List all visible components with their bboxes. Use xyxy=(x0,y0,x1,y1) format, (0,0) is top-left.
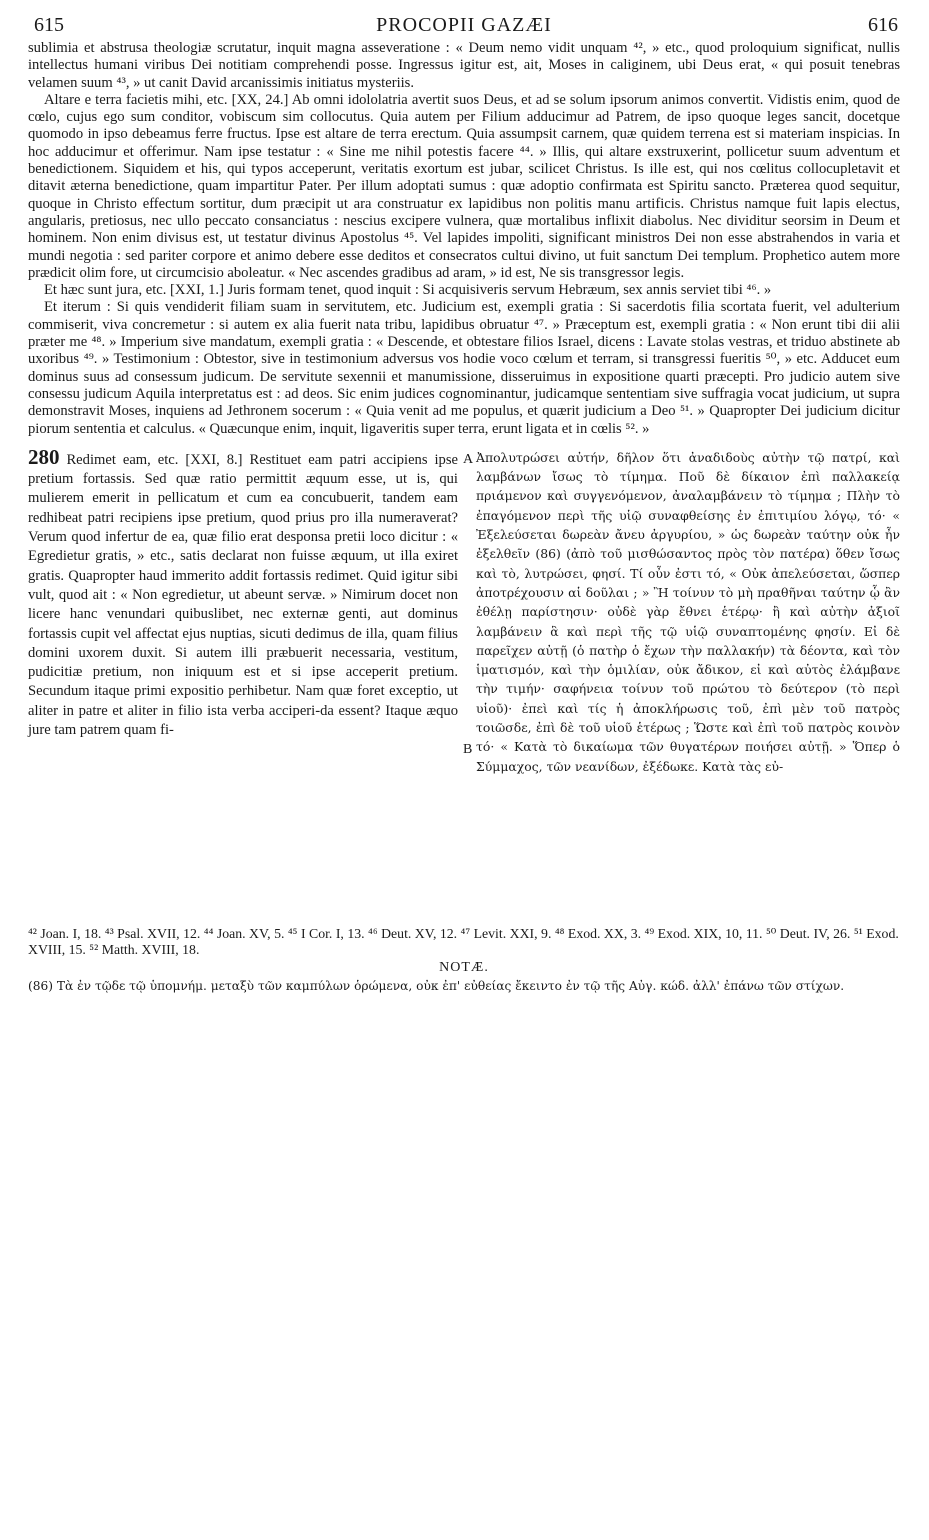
section-number: 280 xyxy=(28,444,60,469)
paragraph: Et hæc sunt jura, etc. [XXI, 1.] Juris formam tenet, quod inquit : Si acquisiveris servum Hebræum, sex annis serviet tibi ⁴⁶. » xyxy=(44,282,772,299)
greek-text: Ἀπολυτρώσει αὐτήν, δῆλον ὅτι ἀναδιδοὺς αὐτὴν τῷ πατρί, καὶ λαμβάνων ἴσως τὸ τίμημα. Ποῦ δὲ δίκαιον ἐπὶ παλλακείᾳ πριάμενον καὶ συγγενόμενον, ἀναλαμβάνειν τὸ τίμημα ; Πλὴν τὸ ἐπαγόμενον περὶ τῆς υἱῷ συναφθείσης ἐν ἐπιτιμίου λόγῳ, τό· « Ἐξελεύσεται δωρεὰν ἄνευ ἀργυρίου, » ὡς δωρεὰν ταύτην οὐκ ἦν ἐξελθεῖν (86) (ἀπὸ τοῦ μισθώσαντος πρὸς τὸν πατέρα) ὅθεν ἴσως καὶ τὸ, λυτρώσει, φησί. Τί οὖν ἐστι τό, « Οὐκ ἀπελεύσεται, ὥσπερ ἀποτρέχουσιν αἱ δοῦλαι ; » Ἢ τοίνυν τὸ μὴ πραθῆναι ταύτην ᾧ ἂν ἐθέλῃ παρίστησιν· οὐδὲ γὰρ ἔθνει ἑτέρῳ· ἢ καὶ αὐτὴν ἀξιοῖ λαμβάνειν ἃ καὶ περὶ τῆς τῷ υἱῷ συναπτομένης φησίν. Εἰ δὲ παρεῖχεν αὐτῇ (ὁ πατὴρ ὁ ἔχων τὴν παλλακήν) τὰ δέοντα, καὶ τὸν ἱματισμόν, καὶ τὴν ὁμιλίαν, οὐκ ἄδικον, εἰ καὶ αὐτὸς ἐλάμβανε τὴν τιμήν· σαφήνεια τοίνυν τοῦ πρώτου τὸ δεύτερον (τὸ περὶ υἱοῦ)· ἐπεὶ καὶ τίς ἡ ἀποκλήρωσις τοῦ, ἐπὶ μὲν τοῦ πατρὸς τοιῶσδε, ἐπὶ δὲ τοῦ υἱοῦ ἑτέρως ; Ὥστε καὶ ἐπὶ τοῦ πατρὸς κοινὸν τό· « Κατὰ τὸ δικαίωμα τῶν θυγατέρων ποιήσει αὐτῇ. » Ὅπερ ὁ Σύμμαχος, τῶν νεανίδων, ἐξέδωκε. Κατὰ τὰς εὐ- xyxy=(476,449,900,774)
page-header xyxy=(28,0,900,40)
scripture-references: ⁴² Joan. I, 18. ⁴³ Psal. XVII, 12. ⁴⁴ Joan. XV, 5. ⁴⁵ I Cor. I, 13. ⁴⁶ Deut. XV, 12. ⁴⁷ Levit. XXI, 9. ⁴⁸ Exod. XX, 3. ⁴⁹ Exod. XIX, 10, 11. ⁵⁰ Deut. IV, 26. ⁵¹ Exod. XVIII, 15. ⁵² Matth. XVIII, 18. xyxy=(28,925,899,957)
page xyxy=(28,0,900,994)
margin-mark-a: A xyxy=(463,451,474,467)
paragraph: Altare e terra facietis mihi, etc. [XX, 24.] Ab omni idololatria avertit suos Deus, et ad se solum ipsorum animos convertit. Vidistis enim, quod de cœlo, cujus ego sum conditor, vobiscum sim collocutus. Quia autem per Filium adducimur ad Patrem, de ipso quoque leges sancit, docetque quomodo in ipso debeamus ferre fructus. Ipse est altare de terra erectum. Quia assumpsit carnem, quæ quidem terrena est si materiam inspicias. In hoc adducimur et offerimur. Nam ipse testatur : « Sine me nihil potestis facere ⁴⁴. » Illis, qui altare exstruxerint, pollicetur suum adventum et benedictionem. Siquidem et his, qui typos acceperunt, veritatis exortum est jubar, scilicet Christus. Is ille est, qui nos cœlitus collocupletavit et ditavit æterna benedictione, quam impartitur Pater. Per illum adoptati sumus : quæ adoptio confirmata est Spiritu sancto. Præterea quod sequitur, quoque in Christo effectum sortitur, dum præcipit ut ara construatur ex lapidibus non politis manu artificis. Christus namque fuit lapis electus, angularis, pretiosus, nec ullo peccato consanciatus : nescius excipere vulnera, quæ mortalibus inflixit diabolus. Nec dividitur seorsim in Deum et hominem. Non enim divisus est, ut testatur divinus Apostolus ⁴⁵. Vel lapides impoliti, significant ministros Dei non esse abstrahendos in varia et mundi negotia : sed pariter corpore et animo debere esse deditos et consecratos cultui divino, ut fuit sanctum Dei templum. Prophetico autem more prædicit olim fore, ut circumcisio aboleatur. « Nec ascendes gradibus ad aram, » id est, Ne sis transgressor legis. xyxy=(28,91,900,281)
page-number-right: 616 xyxy=(868,14,898,36)
latin-column xyxy=(28,444,458,740)
notae-heading: NOTÆ. xyxy=(439,959,489,975)
main-text xyxy=(28,40,900,438)
margin-mark-b: B xyxy=(463,741,473,757)
footnote: (86) Τὰ ἐν τῷδε τῷ ὑπομνήμ. μεταξὺ τῶν καμπύλων ὁρώμενα, οὐκ ἐπ' εὐθείας ἔκειντο ἐν τῷ τῆς Αὐγ. κώδ. ἀλλ' ἐπάνω τῶν στίχων. xyxy=(28,978,845,993)
two-column-section xyxy=(28,444,900,922)
latin-text: Redimet eam, etc. [XXI, 8.] Restituet eam patri accipiens ipse pretium fortassis. Sed quæ ratio permittit æquum esse, ut is, qui mulierem emerit in pellicatum et cum ea concubuerit, tandem eam redhibeat patri recipiens ipse pretium, quod prius pro illa numeraverat? Verum quod infertur de ea, quæ filio erat desponsa pretii loco dicitur : « Egredietur gratis, » etc., satis declarat non fuisse æquum, ut illa exiret gratis. Quapropter haud immerito addit fortassis redimet. Quid igitur sibi vult, quod ait : « Non egredietur, ut abeunt servæ. » Nimirum docet non licere hanc venundari quibuslibet, nec externæ genti, aut dominus fortassis cupit vel affectat ejus nuptias, sicuti dedimus de illa, quam filius domini uxorem duxit. Si autem illi præbuerit necessaria, vestitum, pudicitiæ pretium, non iniquum est et si ipse acceperit pretium. Secundum itaque primi expositio perhibetur. Nam quæ foret exceptio, ut aliter in patre et aliter in filio ista verba acciperi-da essent? Itaque æquo jure tam patrem quam fi- xyxy=(28,451,458,738)
latin-paragraph xyxy=(28,444,458,740)
page-number-left: 615 xyxy=(34,14,64,36)
paragraph: Et iterum : Si quis vendiderit filiam suam in servitutem, etc. Judicium est, exempli gratia : Si sacerdotis filia scortata fuerit, vel adulterium commiserit, viva concremetur : si autem ex alia fuerit nata tribu, lapidibus obruatur ⁴⁷. » Præceptum est, exempli gratia : « Non erunt tibi dii alii præter me ⁴⁸. » Imperium sive mandatum, exempli gratia : « Descende, et obtestare filios Israel, dicens : Lavate stolas vestras, et triduo abstinete ab uxoribus ⁴⁹. » Testimonium : Obtestor, sive in testimonium adversus vos hodie voco cœlum et terram, si transgressi fueritis ⁵⁰, » etc. Adducet eum dominus suus ad consessum judicum. De servitute sexennii et manumissione, disseruimus in expositione quarti præcepti. Pro judicio autem sive consessu judicum Aquila interpretatus est : ad deos. Sic enim judices cognominantur, judicamque sententiam sive suffragia vocat judicium, ut supra demonstravit Moses, inquiens ad Jethronem socerum : « Quia venit ad me populus, et quærit judicium a Deo ⁵¹. » Quapropter Dei judicium dicitur piorum sententia et calculus. « Quæcunque enim, inquit, ligaveritis super terra, erunt ligata et in cœlis ⁵². » xyxy=(28,299,900,437)
running-title: PROCOPII GAZÆI xyxy=(376,14,552,36)
paragraph: sublimia et abstrusa theologiæ scrutatur, inquit magna asseveratione : « Deum nemo vidit unquam ⁴², » etc., quod proloquium significat, nullis intellectus humani viribus Dei notitiam comprehendi posse. Ingressus igitur est, ait, Moses in caliginem, ubi Deus erat, « qui posuit tenebras velamen suum ⁴³, » ut canit David arcanissimis initiatus mysteriis. xyxy=(28,40,900,91)
greek-column xyxy=(476,448,900,776)
